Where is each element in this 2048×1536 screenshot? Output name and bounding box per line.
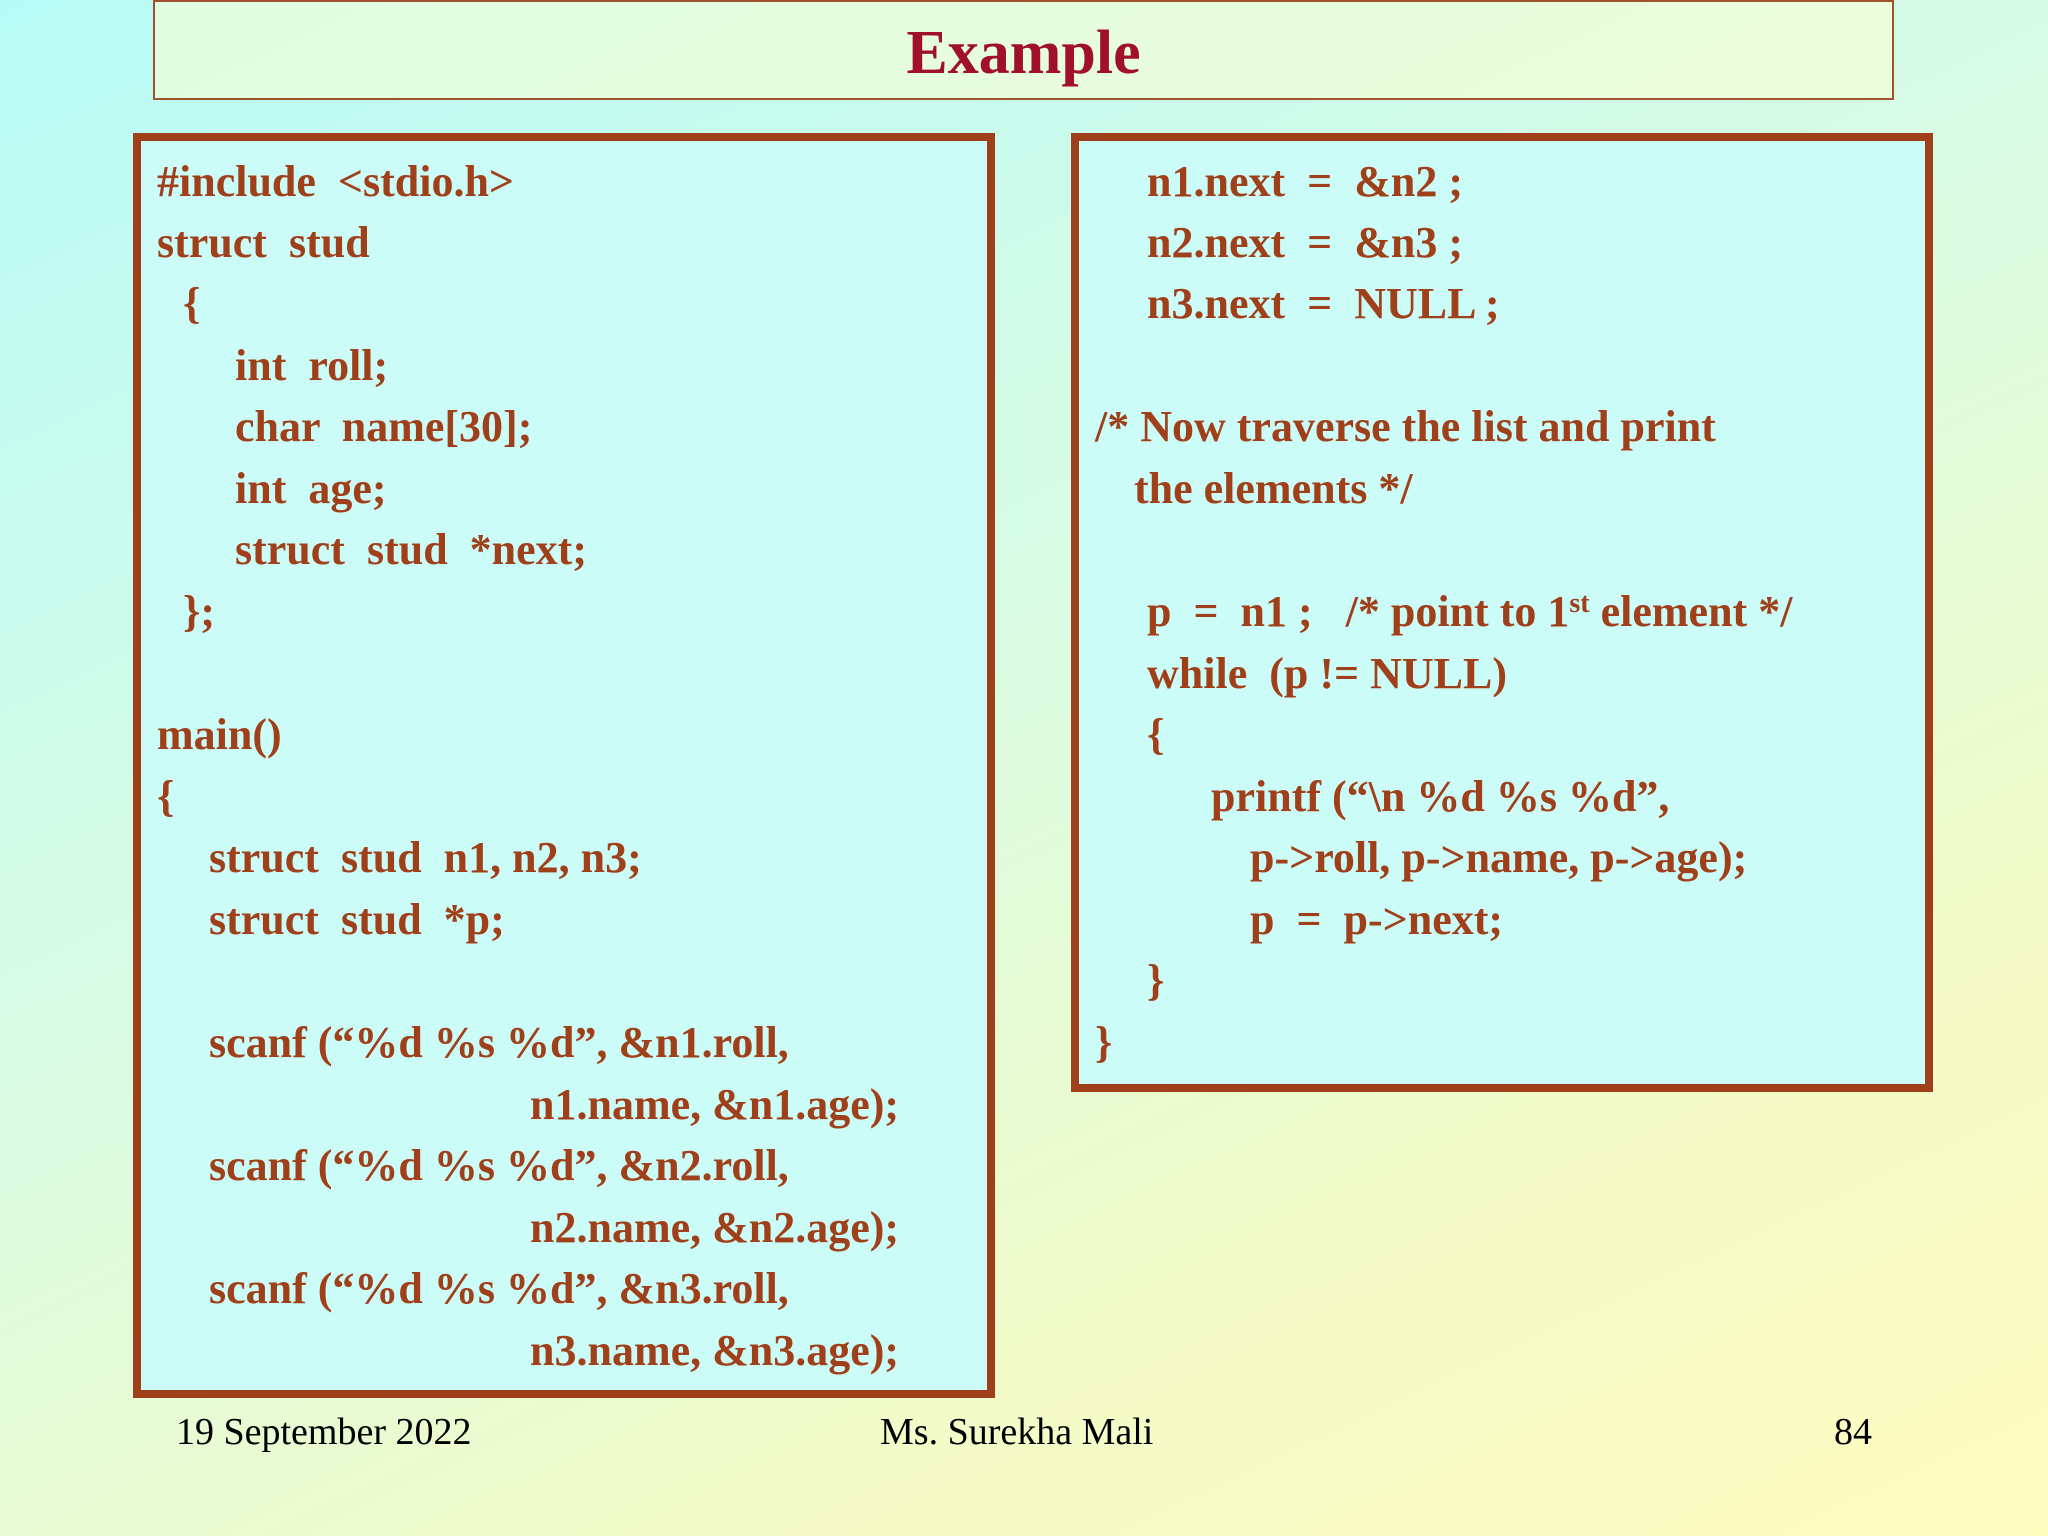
code-line: scanf (“%d %s %d”, &n2.roll, [209, 1141, 789, 1190]
code-text: p = n1 ; /* point to 1 [1147, 587, 1570, 636]
code-line: scanf (“%d %s %d”, &n3.roll, [209, 1264, 789, 1313]
code-line: n1.next = &n2 ; [1147, 157, 1463, 206]
code-text: element */ [1589, 587, 1793, 636]
code-line: int roll; [235, 341, 389, 390]
code-line: struct stud [157, 218, 370, 267]
code-line: while (p != NULL) [1147, 649, 1507, 698]
code-line: n1.name, &n1.age); [530, 1080, 900, 1129]
code-line: int age; [235, 464, 387, 513]
footer-date: 19 September 2022 [176, 1411, 472, 1453]
code-line: struct stud n1, n2, n3; [209, 833, 642, 882]
code-line [1147, 587, 1793, 636]
code-line: struct stud *p; [209, 895, 505, 944]
code-line: }; [183, 587, 215, 636]
code-line: { [1147, 710, 1165, 759]
code-line: n3.name, &n3.age); [530, 1326, 900, 1375]
slide-title: Example [906, 19, 1141, 87]
code-line: struct stud *next; [235, 525, 587, 574]
code-line: } [1147, 956, 1165, 1005]
superscript-text: st [1569, 588, 1590, 619]
code-line: n2.next = &n3 ; [1147, 218, 1463, 267]
footer-page-number: 84 [1834, 1411, 1872, 1453]
code-line: scanf (“%d %s %d”, &n1.roll, [209, 1018, 789, 1067]
code-line: /* Now traverse the list and print [1095, 402, 1716, 451]
code-line: main() [157, 710, 282, 759]
code-line: n3.next = NULL ; [1147, 279, 1500, 328]
footer-author: Ms. Surekha Mali [880, 1411, 1154, 1453]
code-line: n2.name, &n2.age); [530, 1203, 900, 1252]
code-line: printf (“\n %d %s %d”, [1211, 772, 1670, 821]
code-line: { [157, 772, 175, 821]
code-line: { [183, 279, 201, 328]
code-line: #include <stdio.h> [157, 157, 515, 206]
title-box [153, 0, 1894, 100]
code-line: } [1095, 1018, 1113, 1067]
code-line: char name[30]; [235, 402, 533, 451]
code-line: p = p->next; [1250, 895, 1504, 944]
code-line: p->roll, p->name, p->age); [1250, 833, 1748, 882]
code-line: the elements */ [1134, 464, 1413, 513]
